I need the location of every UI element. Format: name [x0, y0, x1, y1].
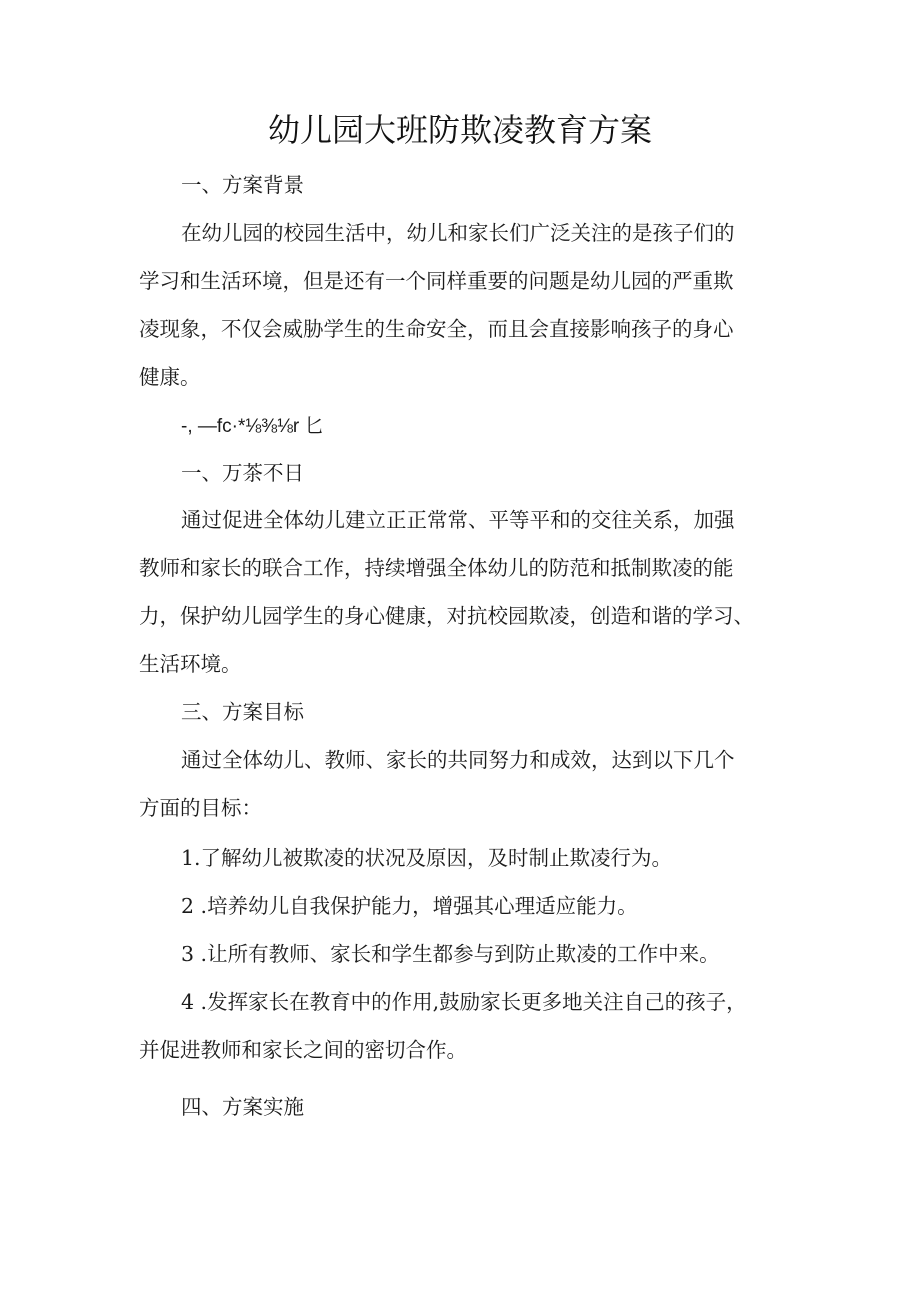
paragraph-line: 健康。: [139, 365, 201, 389]
goal-item-4: 4 .发挥家长在教育中的作用,鼓励家长更多地关注自己的孩子，: [181, 990, 747, 1014]
section-heading-implementation: 四、方案实施: [181, 1095, 304, 1119]
paragraph-line: 生活环境。: [139, 652, 242, 676]
document-title: 幼儿园大班防欺凌教育方案: [267, 111, 652, 149]
garbled-heading: -, —fc·*⅛⅜⅛r 匕: [181, 416, 324, 437]
paragraph-line: 凌现象，不仅会威胁学生的生命安全，而且会直接影响孩子的身心: [139, 317, 734, 341]
paragraph-line: 并促进教师和家长之间的密切合作。: [139, 1038, 467, 1062]
section-heading-garbled: 一、万茶不日: [181, 461, 304, 485]
goal-item-1: 1.了解幼儿被欺凌的状况及原因，及时制止欺凌行为。: [181, 846, 673, 870]
paragraph-line: 学习和生活环境，但是还有一个同样重要的问题是幼儿园的严重欺: [139, 269, 734, 293]
paragraph-line: 教师和家长的联合工作，持续增强全体幼儿的防范和抵制欺凌的能: [139, 556, 734, 580]
section-heading-goals: 三、方案目标: [181, 700, 304, 724]
paragraph-line: 方面的目标：: [139, 796, 262, 820]
paragraph-line: 在幼儿园的校园生活中，幼儿和家长们广泛关注的是孩子们的: [181, 221, 735, 245]
paragraph-line: 通过全体幼儿、教师、家长的共同努力和成效，达到以下几个: [181, 748, 735, 772]
section-heading-background: 一、方案背景: [181, 173, 304, 197]
goal-item-3: 3 .让所有教师、家长和学生都参与到防止欺凌的工作中来。: [181, 942, 720, 966]
paragraph-line: 力，保护幼儿园学生的身心健康，对抗校园欺凌，创造和谐的学习、: [139, 604, 754, 628]
paragraph-line: 通过促进全体幼儿建立正正常常、平等平和的交往关系，加强: [181, 508, 735, 532]
goal-item-2: 2 .培养幼儿自我保护能力，增强其心理适应能力。: [181, 894, 638, 918]
